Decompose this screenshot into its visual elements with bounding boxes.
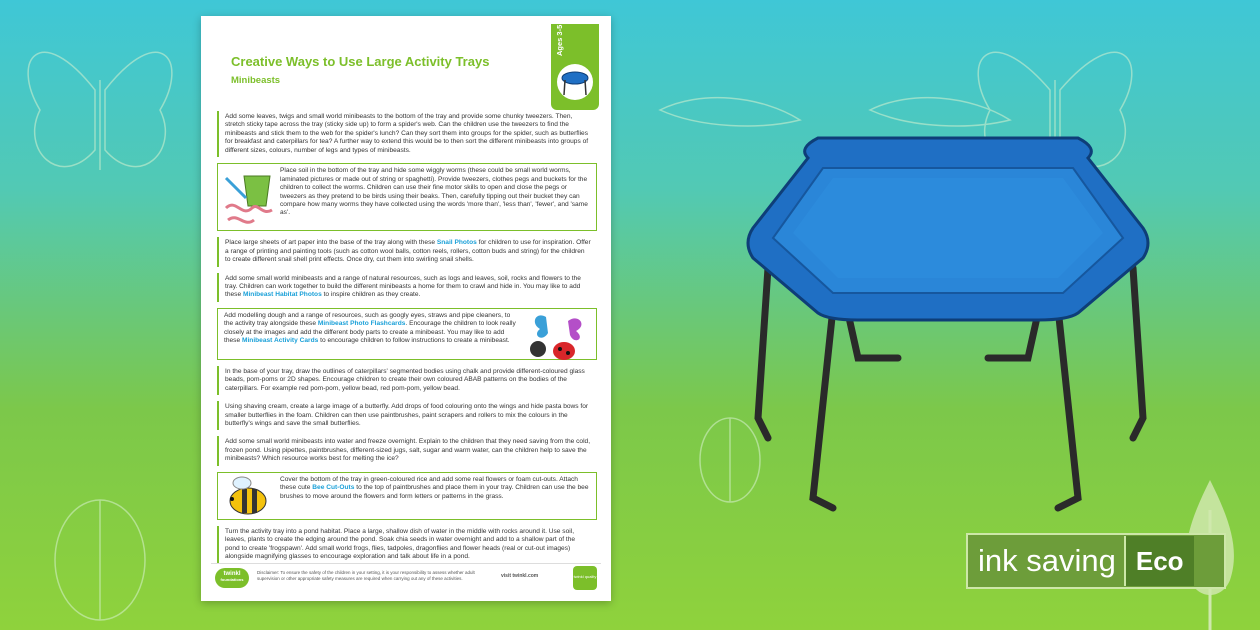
activity-text: to the top of paintbrushes and place them in your tray. Children can use the bee brushes to move around the flowers and form letters or patterns in the grass. [280, 484, 589, 500]
activity-block [217, 401, 597, 430]
activity-block [217, 308, 597, 360]
footer-url[interactable]: visit twinkl.com [501, 573, 539, 579]
bee-cut-outs-link[interactable]: Bee Cut-Outs [312, 484, 355, 492]
ink-saving-eco-banner [966, 533, 1226, 589]
minibeasts-illustration-icon [516, 311, 592, 365]
minibeast-habitat-photos-link[interactable]: Minibeast Habitat Photos [242, 291, 322, 299]
activity-text: Add modelling dough and a range of resources, such as googly eyes, straws and pipe cleaners, to the activity tray alongside these [224, 311, 511, 328]
activity-text: Turn the activity tray into a pond habitat. Place a large, shallow dish of water in the middle with rocks around it. Use soil, leaves, plants to create the edging around the pond. Soak chia seeds in water overnight and add to a shallow part of the pond to create 'frogspawn'. Add small world frogs, flies, tadpoles, dragonflies and flower heads (real or cut-out images) alongside magnifying glasses to encourage exploration and talk about life in a pond. [225, 527, 576, 561]
activity-text: In the base of your tray, draw the outlines of caterpillars' segmented bodies using chalk and provide different-coloured glass beads, pom-poms or 2D shapes. Encourage children to create their own coloured ABAB patterns on the bodies of the caterpillars. For example red pom-pom, yellow bead, red pom-pom, yellow bead. [225, 367, 585, 392]
activity-text: for children to use for inspiration. Offer a range of printing and painting tools (such as cotton wool balls, cotton reels, rollers, cotton buds and string) for the children to create different snail shell print effects. Once dry, cut them into swirling snail shells. [225, 239, 591, 264]
activity-block [217, 163, 597, 231]
twinkl-logo-subtext: foundations [220, 577, 244, 582]
snail-photos-link[interactable]: Snail Photos [436, 239, 477, 247]
activity-text: Add some small world minibeasts and a range of natural resources, such as logs and leaves, soil, rocks and flowers to the tray. Children can work together to build the different minibeasts a home for them to crawl and hide in. You may like to add these [225, 274, 581, 299]
document-preview [201, 16, 611, 601]
activity-tray-illustration [738, 108, 1158, 528]
minibeast-photo-flashcards-link[interactable]: Minibeast Photo Flashcards [317, 320, 406, 328]
activity-text: Place soil in the bottom of the tray and hide some wiggly worms (these could be small world worms, laminated pictures or made out of string or spaghetti). Provide tweezers, clothes pegs and buckets for the children to collect the worms. Children can use their fine motor skills to open and close the pegs or tweezers as they pretend to be birds using their beaks. Then, carefully tipping out their bucket they can compare how many worms they have collected using the words 'more than', 'less than', 'fewer', and 'same as'. [280, 167, 588, 217]
butterfly-outline-icon [28, 52, 172, 170]
document-title: Creative Ways to Use Large Activity Trays [231, 54, 490, 69]
document-footer [211, 563, 601, 591]
activity-text: . Encourage the children to look really closely at the images and add the different body parts to create a minibeast. You may like to add these [224, 320, 516, 345]
activity-text: Place large sheets of art paper into the base of the tray along with these [225, 239, 437, 247]
worms-bucket-icon [222, 168, 276, 228]
activity-text: to encourage children to follow instructions to create a minibeast. [318, 337, 510, 345]
twinkl-logo [215, 568, 249, 588]
footer-disclaimer: Disclaimer: To ensure the safety of the children in your setting, it is your responsibility to assess whether adult supervision or other appropriate safety measures are required when carrying out any of these activities. [257, 570, 475, 581]
activity-text: Add some leaves, twigs and small world minibeasts to the bottom of the tray and provide some chunky tweezers. Then, stretch sticky tape across the tray (sticky side up) to form a spider's web. Can the children use the tweezers to find the minibeasts and stick them to the web for the spider's lunch? Can they sort them into groups for the spider, such as butterflies for breakfast and caterpillars for tea? A further way to extend this would be to then sort the different minibeasts into groups of different sizes, colours, number of legs and types of minibeasts. [225, 113, 589, 154]
activity-block [217, 273, 597, 302]
activity-block [217, 526, 597, 564]
tray-thumbnail-icon [555, 62, 595, 102]
bee-icon [222, 475, 272, 519]
ink-saving-label: ink saving [978, 543, 1116, 578]
quality-logo: twinkl quality [573, 566, 597, 590]
activity-block [217, 472, 597, 520]
minibeast-activity-cards-link[interactable]: Minibeast Activity Cards [241, 337, 319, 345]
activity-text: to inspire children as they create. [321, 291, 421, 299]
activity-block [217, 436, 597, 465]
document-subtitle: Minibeasts [231, 75, 281, 86]
activity-list [217, 111, 597, 570]
activity-block [217, 111, 597, 157]
beetle-outline-icon [55, 500, 145, 620]
activity-block [217, 366, 597, 395]
eco-badge: Eco [1124, 536, 1194, 586]
twinkl-logo-text: twinkl [223, 571, 241, 577]
activity-text: Using shaving cream, create a large image of a butterfly. Add drops of food colouring onto the wings and hide pasta bows for smaller butterflies in the foam. Children can then use paintbrushes, paint scrapers and rollers to mix the colours in the butterfly's wings and save the small butterflies. [225, 403, 589, 427]
ages-badge [551, 24, 599, 110]
activity-block [217, 237, 597, 266]
activity-text: Cover the bottom of the tray in green-coloured rice and add some real flowers or foam cut-outs. Attach these cute [280, 475, 578, 492]
ages-badge-label: Ages 3-5 [555, 24, 564, 56]
activity-text: Add some small world minibeasts into water and freeze overnight. Explain to the children that they need saving from the cold, frozen pond. Using pipettes, paintbrushes, different-sized jugs, salt, sugar and warm water, can the children help to save the minibeasts? Which resource works best for melting the ice? [225, 438, 591, 463]
